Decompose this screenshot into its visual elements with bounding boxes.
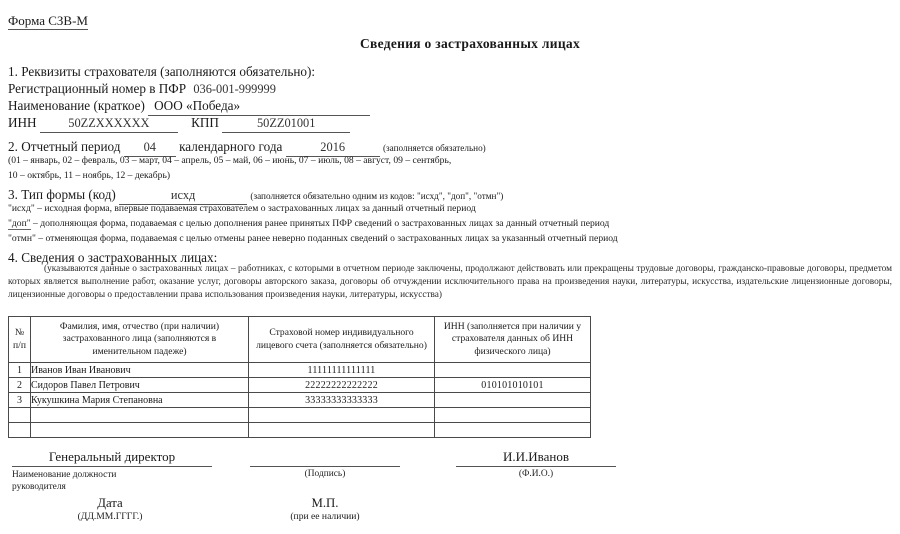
form-type-otmn-note xyxy=(8,233,618,246)
registration-number-label: Регистрационный номер в ПФР xyxy=(8,81,187,96)
row-inn[interactable] xyxy=(435,408,591,423)
signature-sign-caption: (Подпись) xyxy=(304,469,346,479)
row-inn[interactable] xyxy=(435,393,591,408)
signature-fio-column xyxy=(456,448,616,479)
row-inn[interactable]: 010101010101 xyxy=(435,378,591,393)
section-4-heading: 4. Сведения о застрахованных лицах: xyxy=(8,250,218,265)
row-number xyxy=(9,408,31,423)
row-fullname[interactable]: Сидоров Павел Петрович xyxy=(31,378,249,393)
row-snils[interactable]: 22222222222222 xyxy=(249,378,435,393)
row-number: 2 xyxy=(9,378,31,393)
section-4-note: (указываются данные о застрахованных лицах – работниках, с которыми в отчетном периоде заключены, продолжают действовать или прекращены трудовые договоры, гражданско-правовые договоры, предметом которых является выполнение работ, оказание услуг, договоры авторского заказа, договоры об отчуждении исключительного права на произведения науки, литературы, искусства, издательские лицензионные договоры, лицензионные договоры о предоставлении права использования произведения науки, литературы, искусства) xyxy=(8,264,892,301)
registration-number-value[interactable]: 036-001-999999 xyxy=(193,82,276,96)
row-fullname[interactable] xyxy=(31,423,249,438)
form-type-dop-text: – дополняющая форма, подаваемая с целью дополнения ранее принятых ПФР сведений о застрахованных лицах за данный отчетный период xyxy=(30,218,610,229)
months-legend-line-1: (01 – январь, 02 – февраль, 03 – март, 04 – апрель, 05 – май, 06 – июнь, 07 – июль, 08 – август, 09 – сентябрь, xyxy=(8,155,452,166)
row-fullname[interactable] xyxy=(31,408,249,423)
signature-position-caption-line2: руководителя xyxy=(12,482,66,493)
date-label: Дата xyxy=(97,496,123,510)
table-row xyxy=(9,363,591,378)
row-snils[interactable] xyxy=(249,408,435,423)
date-block xyxy=(12,496,208,522)
form-type-label: 3. Тип формы (код) xyxy=(8,187,116,202)
signature-fio-caption: (Ф.И.О.) xyxy=(518,469,554,479)
table-row xyxy=(9,423,591,438)
organization-name-label: Наименование (краткое) xyxy=(8,98,145,113)
kpp-value[interactable]: 50ZZ01001 xyxy=(222,115,350,133)
reporting-month-value[interactable]: 04 xyxy=(124,139,176,157)
inn-label: ИНН xyxy=(8,115,37,130)
column-header-number-line1: № xyxy=(14,327,25,339)
registration-number-row xyxy=(8,80,280,97)
form-type-note: (заполняется обязательно одним из кодов: "исхд", "доп", "отмн") xyxy=(250,191,504,201)
signature-block xyxy=(8,448,892,534)
row-number: 1 xyxy=(9,363,31,378)
months-legend-line-2: 10 – октябрь, 11 – ноябрь, 12 – декабрь) xyxy=(8,170,171,181)
stamp-block xyxy=(250,496,400,522)
form-type-ishd-note xyxy=(8,203,476,216)
column-header-fullname: Фамилия, имя, отчество (при наличии) застрахованного лица (заполняются в именительном падеже) xyxy=(31,317,249,363)
row-fullname[interactable]: Кукушкина Мария Степановна xyxy=(31,393,249,408)
row-snils[interactable]: 11111111111111 xyxy=(249,363,435,378)
row-fullname[interactable]: Иванов Иван Иванович xyxy=(31,363,249,378)
form-type-otmn-code: "отмн" xyxy=(8,233,36,244)
table-header-row xyxy=(9,317,591,363)
reporting-year-value[interactable]: 2016 xyxy=(286,139,380,157)
date-format-hint: (ДД.ММ.ГГГГ.) xyxy=(77,511,143,522)
form-type-otmn-text: – отменяющая форма, подаваемая с целью отмены ранее неверно поданных сведений о застрахованных лицах за указанный отчетный период xyxy=(35,233,618,244)
row-inn[interactable] xyxy=(435,423,591,438)
table-row xyxy=(9,393,591,408)
organization-name-value[interactable]: ООО «Победа» xyxy=(148,97,370,116)
row-snils[interactable] xyxy=(249,423,435,438)
stamp-note: (при ее наличии) xyxy=(290,511,360,522)
form-type-dop-note xyxy=(8,218,609,231)
column-header-inn: ИНН (заполняется при наличии у страхователя данных об ИНН физического лица) xyxy=(435,317,591,363)
column-header-number-line2: п/п xyxy=(13,339,26,351)
row-inn[interactable] xyxy=(435,363,591,378)
kpp-label: КПП xyxy=(191,115,219,130)
calendar-year-label: календарного года xyxy=(179,139,283,154)
section-1-heading: 1. Реквизиты страхователя (заполняются обязательно): xyxy=(8,64,316,79)
signature-sign-field[interactable] xyxy=(250,448,400,467)
signature-position-value[interactable]: Генеральный директор xyxy=(12,448,212,467)
form-type-ishd-text: – исходная форма, впервые подаваемая страхователем о застрахованных лицах за данный отчетный период xyxy=(34,203,476,214)
row-number xyxy=(9,423,31,438)
form-code-label: Форма СЗВ-М xyxy=(8,14,88,30)
table-row xyxy=(9,378,591,393)
row-number: 3 xyxy=(9,393,31,408)
section-2-note: (заполняется обязательно) xyxy=(382,143,486,153)
document-title: Сведения о застрахованных лицах xyxy=(359,36,581,51)
insured-persons-table xyxy=(8,316,591,438)
inn-value[interactable]: 50ZZXXXXXX xyxy=(40,115,178,133)
reporting-period-label: 2. Отчетный период xyxy=(8,139,121,154)
form-type-ishd-code: "исхд" xyxy=(8,203,35,214)
signature-fio-value[interactable]: И.И.Иванов xyxy=(456,448,616,467)
form-type-code-value[interactable]: исхд xyxy=(119,187,247,205)
row-snils[interactable]: 33333333333333 xyxy=(249,393,435,408)
signature-position-column xyxy=(12,448,212,493)
signature-position-caption-line1: Наименование должности xyxy=(12,470,117,480)
stamp-label: М.П. xyxy=(311,496,339,510)
table-row xyxy=(9,408,591,423)
signature-sign-column xyxy=(250,448,400,479)
inn-kpp-row xyxy=(8,114,350,133)
form-type-dop-code: "доп" xyxy=(8,218,31,229)
insured-persons-table-wrapper xyxy=(8,316,590,438)
column-header-snils: Страховой номер индивидуального лицевого счета (заполняется обязательно) xyxy=(249,317,435,363)
signature-position-caption xyxy=(12,467,212,493)
column-header-number xyxy=(9,317,31,363)
